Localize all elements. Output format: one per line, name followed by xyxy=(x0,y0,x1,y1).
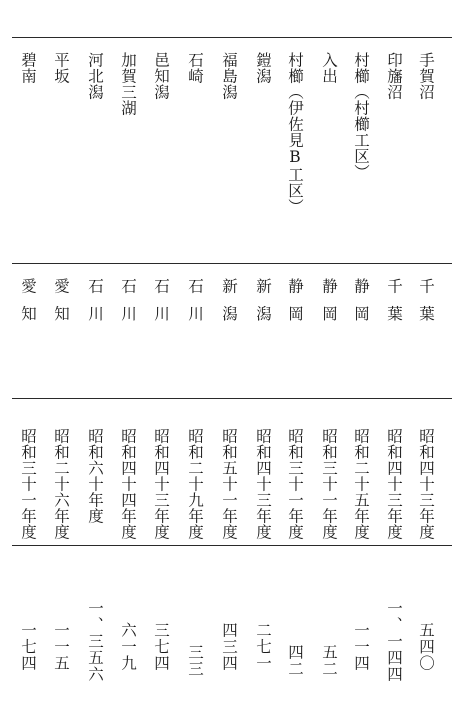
completion-year: 昭和二十六年度 xyxy=(52,428,70,540)
completion-year: 昭和四十三年度 xyxy=(152,428,170,540)
completion-year: 昭和三十一年度 xyxy=(320,428,338,540)
completion-year: 昭和四十四年度 xyxy=(119,428,137,540)
section-rule xyxy=(12,545,452,546)
project-name: 手賀沼 xyxy=(417,52,435,100)
prefecture: 新潟 xyxy=(220,278,238,333)
prefecture: 愛知 xyxy=(19,278,37,333)
project-name: 入出 xyxy=(320,52,338,84)
area-value: 二七一 xyxy=(254,622,272,672)
project-name: 鎧潟 xyxy=(254,52,272,84)
section-rule xyxy=(12,398,452,399)
prefecture: 石川 xyxy=(186,278,204,333)
area-value: 四三四 xyxy=(220,622,238,672)
prefecture: 静岡 xyxy=(286,278,304,333)
completion-year: 昭和四十三年度 xyxy=(385,428,403,540)
area-value: 六一九 xyxy=(119,622,137,672)
area-value: 五四〇 xyxy=(417,622,435,672)
completion-year: 昭和二十五年度 xyxy=(352,428,370,540)
project-name: 村櫛（村櫛工区） xyxy=(352,52,370,180)
project-name: 石崎 xyxy=(186,52,204,84)
project-name: 邑知潟 xyxy=(152,52,170,100)
project-name: 印旛沼 xyxy=(385,52,403,100)
completion-year: 昭和六十年度 xyxy=(86,428,104,524)
section-rule xyxy=(12,37,452,38)
prefecture: 千葉 xyxy=(417,278,435,333)
project-name: 碧南 xyxy=(19,52,37,84)
completion-year: 昭和五十一年度 xyxy=(220,428,238,540)
area-value: 三三 xyxy=(186,644,204,677)
area-value: 一一四 xyxy=(352,622,370,672)
section-rule xyxy=(12,263,452,264)
prefecture: 千葉 xyxy=(385,278,403,333)
project-name: 平坂 xyxy=(52,52,70,84)
area-value: 一一五 xyxy=(52,622,70,672)
prefecture: 石川 xyxy=(119,278,137,333)
prefecture: 静岡 xyxy=(352,278,370,333)
completion-year: 昭和三十一年度 xyxy=(286,428,304,540)
project-name: 河北潟 xyxy=(86,52,104,100)
project-name: 村櫛（伊佐見B工区） xyxy=(286,52,304,215)
completion-year: 昭和四十三年度 xyxy=(417,428,435,540)
prefecture: 石川 xyxy=(86,278,104,333)
area-value: 一七四 xyxy=(19,622,37,672)
prefecture: 静岡 xyxy=(320,278,338,333)
completion-year: 昭和三十一年度 xyxy=(19,428,37,540)
area-value: 三七四 xyxy=(152,622,170,672)
area-value: 四二 xyxy=(286,644,304,677)
area-value: 一、三五六 xyxy=(86,600,104,683)
completion-year: 昭和二十九年度 xyxy=(186,428,204,540)
area-value: 一、一四四 xyxy=(385,600,403,683)
prefecture: 新潟 xyxy=(254,278,272,333)
prefecture: 愛知 xyxy=(52,278,70,333)
area-value: 五二 xyxy=(320,644,338,677)
project-name: 加賀三湖 xyxy=(119,52,137,116)
project-name: 福島潟 xyxy=(220,52,238,100)
prefecture: 石川 xyxy=(152,278,170,333)
completion-year: 昭和四十三年度 xyxy=(254,428,272,540)
